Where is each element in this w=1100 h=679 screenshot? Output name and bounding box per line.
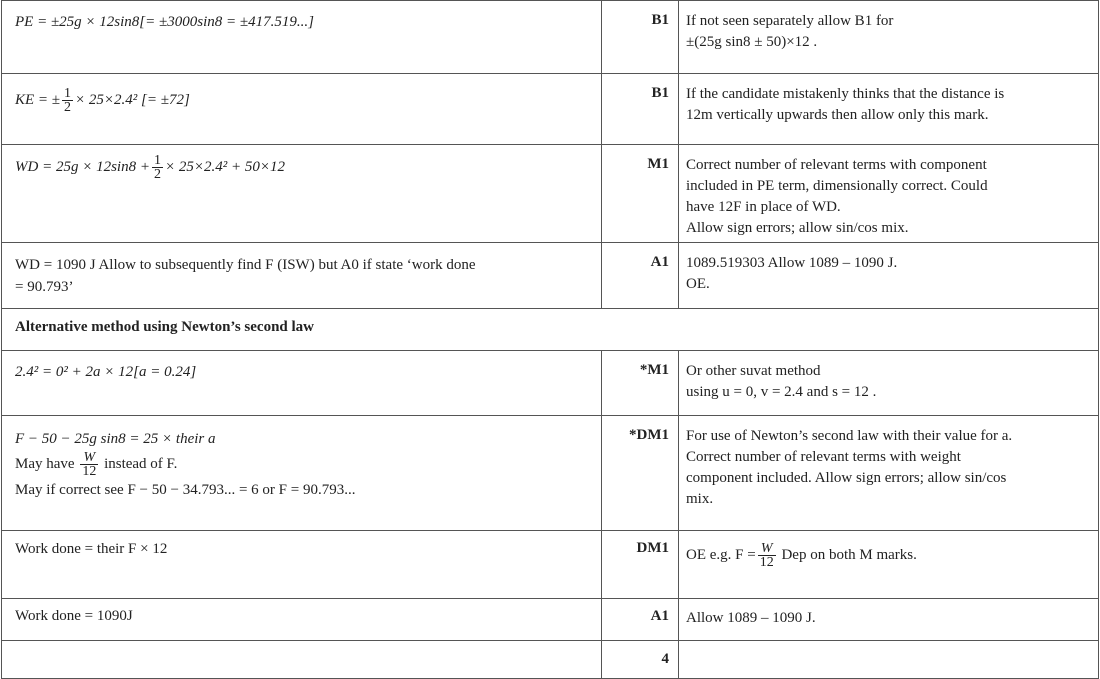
table-row bbox=[1, 308, 1099, 350]
guidance-cell bbox=[679, 640, 1099, 679]
fraction-denominator: 2 bbox=[64, 100, 72, 115]
row-divider bbox=[1, 73, 1099, 74]
table-row bbox=[1, 530, 1099, 598]
working-cell bbox=[1, 530, 601, 598]
guidance-line: using u = 0, v = 2.4 and s = 12 . bbox=[686, 384, 877, 400]
working-line2-suffix: instead of F. bbox=[104, 455, 178, 472]
table-row bbox=[1, 598, 1099, 640]
row-divider bbox=[1, 598, 1099, 599]
guidance-cell bbox=[679, 350, 1099, 415]
column-divider bbox=[678, 350, 679, 679]
guidance-line: included in PE term, dimensionally correct. Could bbox=[686, 178, 988, 194]
guidance-cell bbox=[679, 530, 1099, 598]
working-text: 2.4² = 0² + 2a × 12[a = 0.24] bbox=[15, 364, 197, 380]
fraction bbox=[80, 451, 98, 478]
row-divider bbox=[1, 350, 1099, 351]
mark-text: A1 bbox=[650, 254, 669, 270]
fraction bbox=[758, 542, 776, 569]
working-suffix: × 25×2.4² + 50×12 bbox=[164, 158, 285, 175]
working-line-with-fraction bbox=[15, 451, 601, 478]
row-divider bbox=[1, 308, 1099, 309]
working-cell bbox=[1, 73, 601, 144]
table-row bbox=[1, 144, 1099, 242]
mark-scheme-table bbox=[1, 0, 1099, 679]
guidance-line: If not seen separately allow B1 for bbox=[686, 13, 894, 29]
guidance-cell bbox=[679, 0, 1099, 73]
guidance-line: ±(25g sin8 ± 50)×12 . bbox=[686, 34, 818, 50]
fraction-numerator: W bbox=[80, 451, 98, 465]
guidance-cell bbox=[679, 415, 1099, 530]
guidance-line: Allow 1089 – 1090 J. bbox=[686, 610, 816, 626]
guidance-line: If the candidate mistakenly thinks that the distance is bbox=[686, 86, 1005, 102]
guidance-line: 1089.519303 Allow 1089 – 1090 J. bbox=[686, 255, 898, 271]
guidance-line: have 12F in place of WD. bbox=[686, 199, 841, 215]
guidance-line: component included. Allow sign errors; allow sin/cos bbox=[686, 470, 1007, 486]
mark-cell bbox=[601, 415, 679, 530]
table-border bbox=[1098, 0, 1099, 679]
guidance-line: OE. bbox=[686, 276, 710, 292]
working-line: WD = 1090 J Allow to subsequently find F (ISW) but A0 if state ‘work done bbox=[15, 257, 476, 273]
mark-text: *DM1 bbox=[629, 427, 669, 443]
table-row bbox=[1, 73, 1099, 144]
table-row bbox=[1, 0, 1099, 73]
mark-cell bbox=[601, 73, 679, 144]
working-text: PE = ±25g × 12sin8[= ±3000sin8 = ±417.519...] bbox=[15, 14, 314, 30]
guidance-line: mix. bbox=[686, 491, 714, 507]
guidance-cell bbox=[679, 73, 1099, 144]
fraction-numerator: W bbox=[758, 542, 776, 556]
mark-text: B1 bbox=[651, 85, 669, 101]
fraction-numerator: 1 bbox=[153, 153, 161, 168]
working-suffix: × 25×2.4² [= ±72] bbox=[75, 91, 190, 108]
table-row bbox=[1, 640, 1099, 679]
column-divider bbox=[601, 350, 602, 679]
total-mark-cell bbox=[601, 640, 679, 679]
working-cell bbox=[1, 640, 601, 679]
working-cell bbox=[1, 415, 601, 530]
mark-cell bbox=[601, 0, 679, 73]
mark-text: DM1 bbox=[636, 540, 669, 556]
mark-cell bbox=[601, 242, 679, 308]
working-cell bbox=[1, 144, 601, 242]
mark-text: B1 bbox=[651, 12, 669, 28]
working-cell bbox=[1, 0, 601, 73]
working-text: Work done = 1090J bbox=[15, 608, 133, 624]
guidance-line: Correct number of relevant terms with component bbox=[686, 157, 987, 173]
table-border bbox=[1, 0, 2, 679]
mark-cell bbox=[601, 144, 679, 242]
working-line: = 90.793’ bbox=[15, 279, 74, 295]
fraction-denominator: 12 bbox=[82, 464, 97, 479]
fraction-numerator: 1 bbox=[64, 86, 72, 101]
working-cell bbox=[1, 350, 601, 415]
working-line: May if correct see F − 50 − 34.793... = 6 or F = 90.793... bbox=[15, 482, 356, 498]
column-divider bbox=[678, 0, 679, 308]
guidance-prefix: OE e.g. F = bbox=[686, 546, 756, 563]
guidance-cell bbox=[679, 598, 1099, 640]
row-divider bbox=[1, 144, 1099, 145]
fraction-denominator: 12 bbox=[759, 555, 774, 570]
fraction bbox=[152, 154, 163, 181]
working-line2-prefix: May have bbox=[15, 455, 75, 472]
mark-text: M1 bbox=[647, 156, 669, 172]
mark-cell bbox=[601, 530, 679, 598]
fraction bbox=[62, 87, 73, 114]
guidance-line: Or other suvat method bbox=[686, 363, 821, 379]
mark-cell bbox=[601, 350, 679, 415]
guidance-line: Correct number of relevant terms with weight bbox=[686, 449, 961, 465]
table-row bbox=[1, 350, 1099, 415]
row-divider bbox=[1, 415, 1099, 416]
section-heading-cell bbox=[1, 308, 1099, 350]
column-divider bbox=[601, 0, 602, 308]
total-mark: 4 bbox=[661, 651, 669, 667]
guidance-cell bbox=[679, 144, 1099, 242]
table-border bbox=[1, 0, 1099, 1]
mark-text: *M1 bbox=[639, 362, 669, 378]
mark-text: A1 bbox=[650, 608, 669, 624]
fraction-denominator: 2 bbox=[153, 167, 161, 182]
working-text: Work done = their F × 12 bbox=[15, 541, 168, 557]
working-line: F − 50 − 25g sin8 = 25 × their a bbox=[15, 431, 216, 447]
working-cell bbox=[1, 242, 601, 308]
guidance-line: Allow sign errors; allow sin/cos mix. bbox=[686, 220, 909, 236]
table-row bbox=[1, 415, 1099, 530]
section-heading: Alternative method using Newton’s second law bbox=[15, 319, 315, 335]
table-row bbox=[1, 242, 1099, 308]
row-divider bbox=[1, 640, 1099, 641]
guidance-line: 12m vertically upwards then allow only this mark. bbox=[686, 107, 989, 123]
working-prefix: KE = ± bbox=[15, 91, 61, 108]
row-divider bbox=[1, 530, 1099, 531]
guidance-cell bbox=[679, 242, 1099, 308]
row-divider bbox=[1, 242, 1099, 243]
guidance-line: For use of Newton’s second law with their value for a. bbox=[686, 428, 1013, 444]
mark-cell bbox=[601, 598, 679, 640]
guidance-suffix: Dep on both M marks. bbox=[781, 546, 917, 563]
working-prefix: WD = 25g × 12sin8 + bbox=[15, 158, 150, 175]
working-cell bbox=[1, 598, 601, 640]
